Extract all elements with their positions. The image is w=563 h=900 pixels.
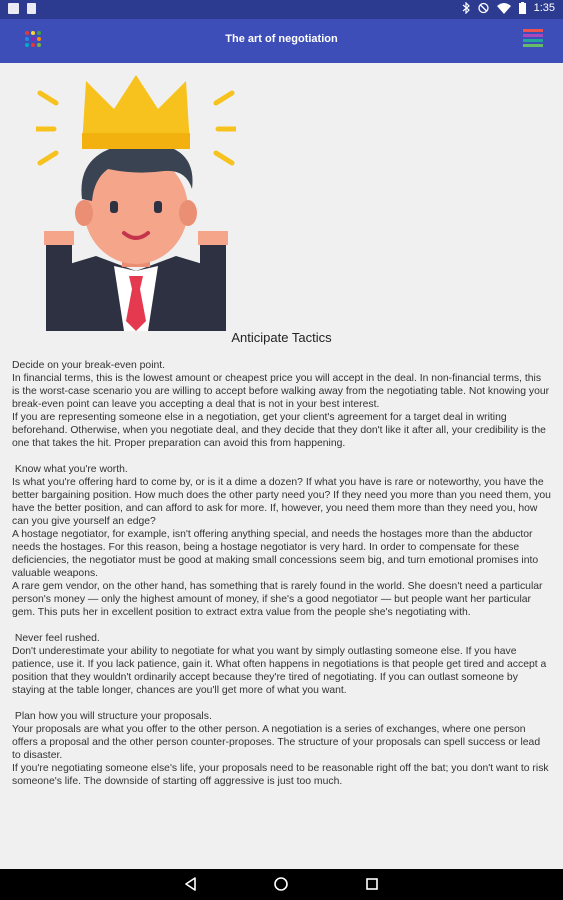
battery-icon [519,2,526,14]
paragraph: Never feel rushed. Don't underestimate your ability to negotiate for what you want by simply outlasting someone else. If you have patience, use it. If you lack patience, gain it. What often happens in negotiations is that people get tired and accept a position that they wouldn't ordinarily accept because they're tired of negotiating. If you can outlast someone by staying at the table longer, chances are you'll get more of what you want. [12,633,547,696]
menu-icon[interactable] [523,27,543,51]
gallery-notification-icon [8,3,19,14]
paragraph: Decide on your break-even point. In financial terms, this is the lowest amount or cheapest price you will accept in the deal. In non-financial terms, this is the worst-case scenario you are willing to accept before walking away from the negotiating table. Not knowing your break-even point can leave you accepting a deal that is not in your best interest. If you are representing someone else in a negotiation, get your client's agreement for a target deal in writing beforehand. Otherwise, when you negotiate deal, and they decide that they don't like it after all, your credibility is the one that takes the hit. Proper preparation can avoid this from happening. [12,360,550,449]
app-title: The art of negotiation [225,33,338,45]
file-notification-icon [27,3,36,14]
app-bar [0,19,563,63]
paragraph: Know what you're worth. Is what you're offering hard to come by, or is it a dime a dozen? If what you have is rare or noteworthy, you have the better bargaining position. How much does the other party need you? If they need you more than you need them, you have the better position, and can afford to ask for more. If, however, you need them more than they need you, how can you give yourself an edge? A hostage negotiator, for example, isn't offering anything special, and needs the hostages more than the abductor needs the hostages. For this reason, being a hostage negotiator is very hard. In order to compensate for these deficiencies, the negotiator must be good at making small concessions seem big, and turn emotional promises into valuable weapons. A rare gem vendor, on the other hand, has something that is rarely found in the world. She doesn't need a particular person's money — only the highest amount of money, if she's a good negotiator — but people want her particular gem. This puts her in excellent position to extract extra value from the people she's negotiating with. [12,464,551,618]
wifi-icon [497,3,511,14]
paragraph: Plan how you will structure your proposals. Your proposals are what you offer to the other person. A negotiation is a series of exchanges, where one person offers a proposal and the other person counter-proposes. The structure of your proposals can spell success or lead to disaster. If you're negotiating someone else's life, your proposals need to be reasonable right off the bat; you don't want to risk someone's life. The downside of starting off aggressive is just too much. [12,711,549,787]
system-nav-bar [0,869,563,900]
mute-icon [478,2,489,14]
recents-icon[interactable] [364,876,380,892]
article-body [12,359,551,801]
clock: 1:35 [533,2,555,14]
article-heading: Anticipate Tactics [231,330,332,345]
back-icon[interactable] [183,876,199,892]
article-content [0,63,563,869]
home-icon[interactable] [273,876,289,892]
bluetooth-icon [462,2,470,14]
status-bar [0,0,563,19]
businessman-crown-illustration [36,71,236,331]
